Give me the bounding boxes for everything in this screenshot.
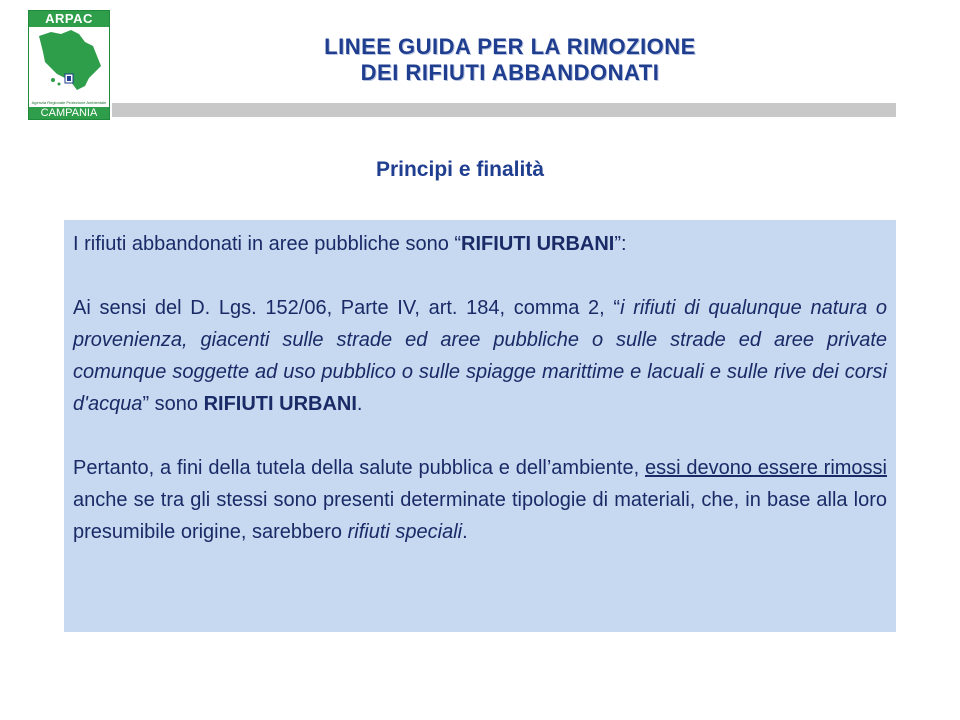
p3-start: Pertanto, a fini della tutela della salute pubblica e dell’ambiente, xyxy=(73,457,645,479)
paragraph-1 xyxy=(73,228,887,260)
campania-map-icon xyxy=(31,28,107,96)
p2-bold-rifiuti-urbani: RIFIUTI URBANI xyxy=(203,393,357,415)
title-line-2: DEI RIFIUTI ABBANDONATI xyxy=(360,60,660,85)
p3-underline: essi devono essere rimossi xyxy=(644,457,887,479)
header-divider-bar xyxy=(112,103,896,117)
p2-end: . xyxy=(356,393,363,415)
paragraph-3 xyxy=(73,452,887,548)
section-subtitle: Principi e finalità xyxy=(375,158,545,181)
p3-mid: anche se tra gli stessi sono presenti determinate tipologie di materiali, che, in base alla loro presumibile origine, sarebbero xyxy=(73,489,887,543)
paragraph-2 xyxy=(73,292,887,420)
arpac-logo xyxy=(28,10,110,120)
title-line-1: LINEE GUIDA PER LA RIMOZIONE xyxy=(324,34,696,59)
logo-top-text: ARPAC xyxy=(29,11,109,27)
p2-mid: ” sono xyxy=(142,393,204,415)
logo-bottom-text: CAMPANIA xyxy=(29,107,109,119)
p2-italic-quote: i rifiuti di qualunque natura o provenienza, giacenti sulle strade ed aree pubbliche o sulle strade ed aree private comunque soggette ad uso pubblico o sulle spiagge marittime e lacuali e sulle rive dei corsi d'acqua xyxy=(73,297,888,415)
p3-end: . xyxy=(462,521,468,543)
content-box xyxy=(64,220,896,632)
page-title xyxy=(200,34,820,86)
p1-text: I rifiuti abbandonati in aree pubbliche sono “ xyxy=(73,233,462,255)
p3-italic-rifiuti-speciali: rifiuti speciali xyxy=(347,521,463,543)
p1-end: ”: xyxy=(614,233,627,255)
p1-bold-rifiuti-urbani: RIFIUTI URBANI xyxy=(461,233,615,255)
p2-start: Ai sensi del D. Lgs. 152/06, Parte IV, art. 184, comma 2, “ xyxy=(73,297,621,319)
logo-subtitle: Agenzia Regionale Protezione Ambientale xyxy=(31,100,107,105)
